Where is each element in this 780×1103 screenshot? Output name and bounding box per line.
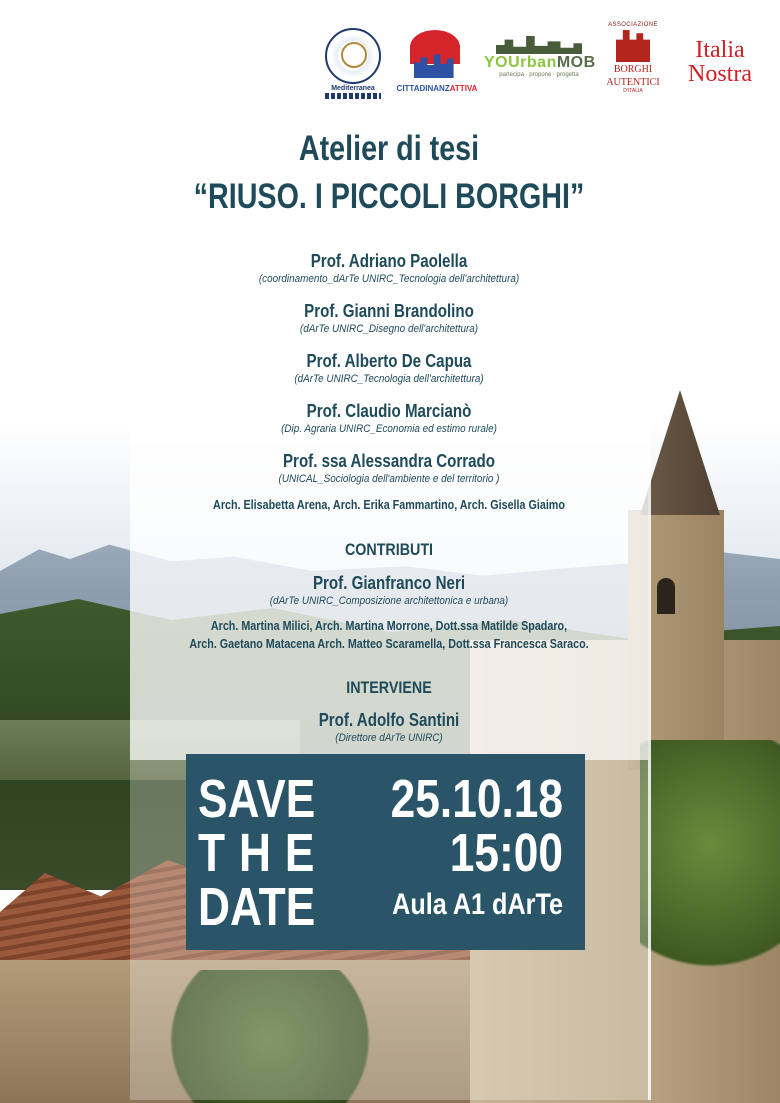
- yourbanmob-tagline: partecipa · propone · progetta: [499, 72, 579, 78]
- person-5: [130, 450, 648, 486]
- save-the-date-box: [186, 754, 585, 950]
- person-role: (dArTe UNIRC_Disegno dell'architettura): [299, 323, 479, 335]
- person-role: (UNICAL_Sociologia dell'ambiente e del territorio ): [278, 473, 500, 485]
- save-the-date-words: [198, 769, 329, 937]
- person-name: Prof. Adolfo Santini: [318, 710, 460, 730]
- person-name: Prof. Alberto De Capua: [306, 351, 472, 371]
- person-name: Prof. Adriano Paolella: [310, 251, 468, 271]
- cittadinanzattiva-emblem-icon: [406, 30, 466, 80]
- borghi-line3: D'ITALIA: [623, 88, 643, 94]
- skyline-icon: [496, 36, 582, 54]
- person-name: Prof. Gianni Brandolino: [304, 301, 474, 321]
- italia-nostra-line2: Nostra: [688, 61, 752, 87]
- waves-icon: [325, 93, 381, 99]
- person-role: (coordinamento_dArTe UNIRC_Tecnologia dell'architettura): [258, 273, 520, 285]
- contributi-line2: Arch. Gaetano Matacena Arch. Matteo Scaramella, Dott.ssa Francesca Saraco.: [189, 637, 589, 651]
- the-word: THE: [198, 823, 329, 883]
- italia-nostra-logo: [672, 38, 768, 88]
- contributi-person: [130, 572, 648, 608]
- contributi-line1: Arch. Martina Milici, Arch. Martina Morrone, Dott.ssa Matilde Spadaro,: [210, 619, 568, 633]
- event-when: [323, 769, 563, 932]
- yourbanmob-logo-name: YOUrbanMOB: [484, 54, 596, 71]
- title-line2: “RIUSO. I PICCOLI BORGHI”: [193, 177, 585, 216]
- cittadinanzattiva-logo: [396, 30, 478, 100]
- italia-nostra-line1: Italia: [695, 37, 745, 63]
- bell-window: [657, 578, 675, 614]
- person-3: [130, 350, 648, 386]
- person-name: Prof. Gianfranco Neri: [312, 573, 466, 593]
- person-1: [130, 250, 648, 286]
- person-role: (dArTe UNIRC_Tecnologia dell'architettura): [294, 373, 484, 385]
- castle-crest-icon: [616, 30, 650, 62]
- person-role: (dArTe UNIRC_Composizione architettonica e urbana): [269, 595, 509, 607]
- tree-right: [640, 740, 780, 1000]
- event-place: Aula A1 dArTe: [392, 888, 563, 921]
- date-word: DATE: [198, 877, 316, 937]
- person-2: [130, 300, 648, 336]
- event-time: 15:00: [449, 823, 563, 883]
- logo-row: [0, 22, 780, 102]
- borghi-autentici-logo: [604, 22, 662, 100]
- borghi-assoc-label: ASSOCIAZIONE: [608, 22, 658, 28]
- title-line1: Atelier di tesi: [298, 129, 480, 168]
- unirc-logo-name: Mediterranea: [331, 85, 375, 92]
- contributi-heading: CONTRIBUTI: [344, 540, 434, 559]
- unirc-logo: [325, 28, 381, 96]
- interviene-heading: INTERVIENE: [346, 678, 432, 697]
- person-name: Prof. Claudio Marcianò: [306, 401, 472, 421]
- cittadinanzattiva-logo-name: CITTADINANZATTIVA: [396, 84, 478, 93]
- architects-line: Arch. Elisabetta Arena, Arch. Erika Fammartino, Arch. Gisella Giaimo: [213, 498, 565, 512]
- borghi-line2: AUTENTICI: [606, 77, 660, 88]
- unirc-seal-icon: [325, 28, 381, 84]
- save-word: SAVE: [198, 769, 316, 829]
- person-4: [130, 400, 648, 436]
- person-name: Prof. ssa Alessandra Corrado: [282, 451, 496, 471]
- person-role: (Direttore dArTe UNIRC): [335, 732, 443, 744]
- event-date: 25.10.18: [390, 769, 563, 829]
- yourbanmob-logo: [484, 36, 594, 96]
- panel-edge-line: [648, 140, 651, 1100]
- interviene-person: [130, 709, 648, 745]
- borghi-line1: BORGHI: [613, 64, 653, 75]
- person-role: (Dip. Agraria UNIRC_Economia ed estimo rurale): [281, 423, 497, 435]
